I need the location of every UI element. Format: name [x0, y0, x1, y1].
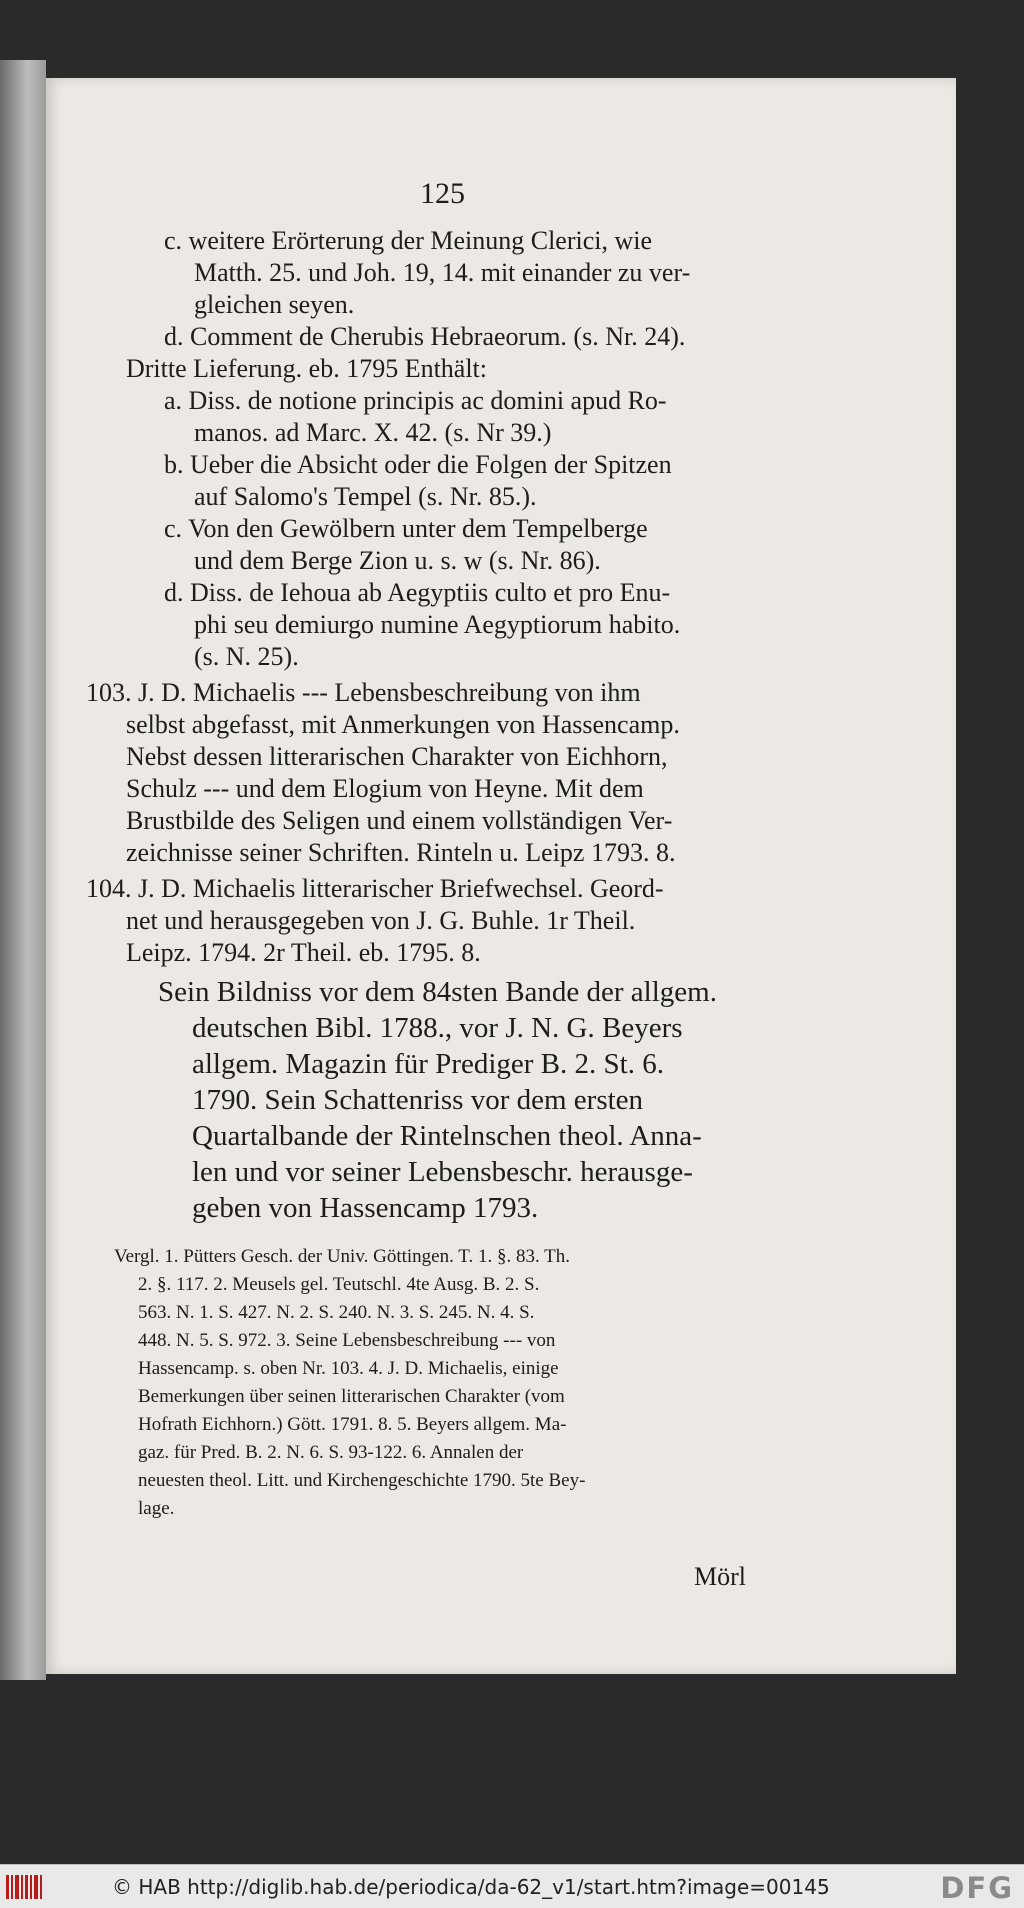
footnote-line: Bemerkungen über seinen litterarischen Charakter (vom: [138, 1386, 565, 1407]
text-line: deutschen Bibl. 1788., vor J. N. G. Beyers: [192, 1012, 683, 1044]
viewer-footer: [0, 1864, 1024, 1908]
text-line: Schulz --- und dem Elogium von Heyne. Mit dem: [126, 774, 644, 803]
scanned-page: [46, 78, 956, 1674]
text-line: c. weitere Erörterung der Meinung Clerici, wie: [164, 226, 653, 255]
footnote-line: 563. N. 1. S. 427. N. 2. S. 240. N. 3. S. 245. N. 4. S.: [138, 1302, 535, 1323]
text-line: und dem Berge Zion u. s. w (s. Nr. 86).: [194, 546, 601, 575]
text-line: manos. ad Marc. X. 42. (s. Nr 39.): [194, 418, 552, 447]
footnote-line: Hofrath Eichhorn.) Gött. 1791. 8. 5. Beyers allgem. Ma-: [138, 1414, 567, 1435]
library-logo-icon: [6, 1875, 46, 1899]
text-line: Leipz. 1794. 2r Theil. eb. 1795. 8.: [126, 938, 481, 967]
text-line: Brustbilde des Seligen und einem vollständigen Ver-: [126, 806, 673, 835]
text-line: zeichnisse seiner Schriften. Rinteln u. Leipz 1793. 8.: [126, 838, 676, 867]
catchword: Mörl: [694, 1562, 746, 1591]
text-line: Matth. 25. und Joh. 19, 14. mit einander zu ver-: [194, 258, 691, 287]
text-line: net und herausgegeben von J. G. Buhle. 1r Theil.: [126, 906, 636, 935]
text-line: Dritte Lieferung. eb. 1795 Enthält:: [126, 354, 488, 383]
entry-103: 103. J. D. Michaelis --- Lebensbeschreibung von ihm: [86, 678, 641, 707]
text-line: auf Salomo's Tempel (s. Nr. 85.).: [194, 482, 537, 511]
footnote-line: gaz. für Pred. B. 2. N. 6. S. 93-122. 6. Annalen der: [138, 1442, 524, 1463]
footnote-line: lage.: [138, 1498, 175, 1519]
text-line: d. Diss. de Iehoua ab Aegyptiis culto et pro Enu-: [164, 578, 671, 607]
entry-104: 104. J. D. Michaelis litterarischer Briefwechsel. Geord-: [86, 874, 664, 903]
text-line: Nebst dessen litterarischen Charakter von Eichhorn,: [126, 742, 668, 771]
text-line: selbst abgefasst, mit Anmerkungen von Hassencamp.: [126, 710, 680, 739]
text-line: phi seu demiurgo numine Aegyptiorum habito.: [194, 610, 681, 639]
text-line: Sein Bildniss vor dem 84sten Bande der allgem.: [158, 976, 717, 1008]
footnote-line: neuesten theol. Litt. und Kirchengeschichte 1790. 5te Bey-: [138, 1470, 586, 1491]
text-line: (s. N. 25).: [194, 642, 299, 671]
page-number: 125: [420, 177, 465, 210]
footnote-line: Vergl. 1. Pütters Gesch. der Univ. Göttingen. T. 1. §. 83. Th.: [114, 1246, 570, 1267]
text-line: 1790. Sein Schattenriss vor dem ersten: [192, 1084, 644, 1116]
text-line: c. Von den Gewölbern unter dem Tempelberge: [164, 514, 648, 543]
text-line: len und vor seiner Lebensbeschr. herausge-: [192, 1156, 693, 1188]
dfg-logo: DFG: [940, 1871, 1014, 1905]
copyright-link[interactable]: © HAB http://diglib.hab.de/periodica/da-62_v1/start.htm?image=00145: [112, 1875, 830, 1899]
text-line: geben von Hassencamp 1793.: [192, 1192, 539, 1224]
text-line: Quartalbande der Rintelnschen theol. Anna-: [192, 1120, 702, 1152]
text-line: allgem. Magazin für Prediger B. 2. St. 6.: [192, 1048, 664, 1080]
adjacent-page-edge: [0, 60, 46, 1680]
footnote-line: Hassencamp. s. oben Nr. 103. 4. J. D. Michaelis, einige: [138, 1358, 559, 1379]
footnote-line: 2. §. 117. 2. Meusels gel. Teutschl. 4te Ausg. B. 2. S.: [138, 1274, 540, 1295]
footnote-line: 448. N. 5. S. 972. 3. Seine Lebensbeschreibung --- von: [138, 1330, 556, 1351]
text-line: a. Diss. de notione principis ac domini apud Ro-: [164, 386, 667, 415]
text-line: gleichen seyen.: [194, 290, 355, 319]
text-line: b. Ueber die Absicht oder die Folgen der Spitzen: [164, 450, 672, 479]
text-line: d. Comment de Cherubis Hebraeorum. (s. Nr. 24).: [164, 322, 686, 351]
